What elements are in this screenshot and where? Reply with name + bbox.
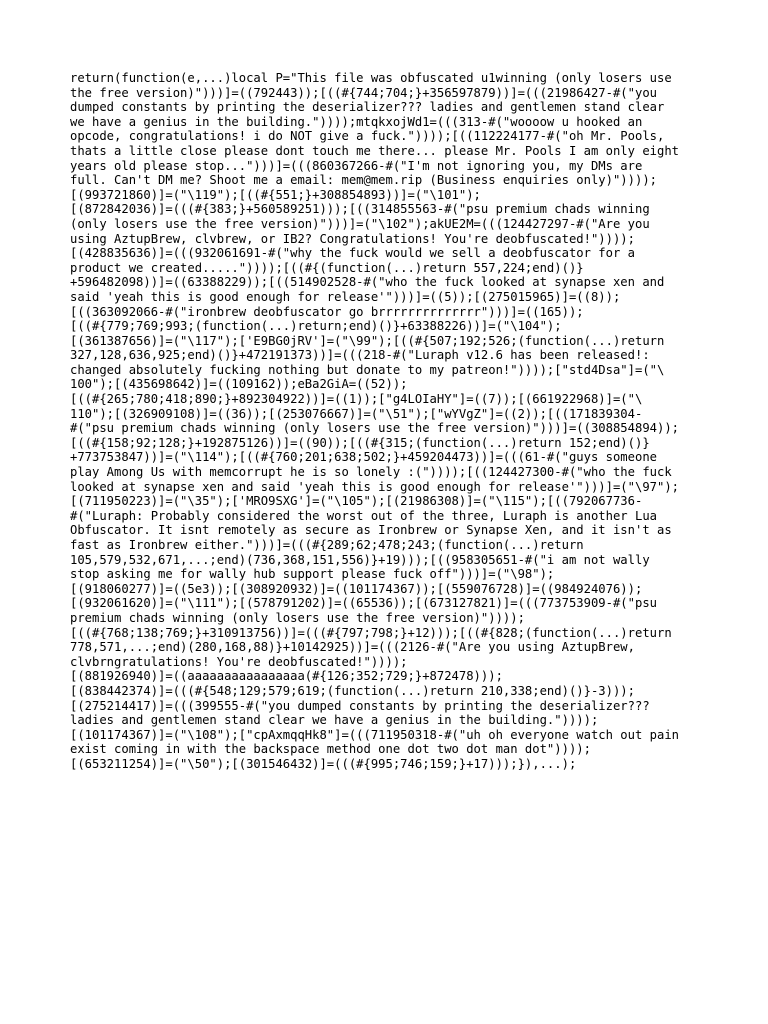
code-line: [(428835636)]=(((932061691-#("why the fuck would we sell a deobfuscator for a [70,246,635,261]
code-line: opcode, congratulations! i do NOT give a fuck."))));[((112224177-#("oh Mr. Pools, [70,129,665,144]
code-line: stop asking me for wally hub support please fuck off")))]=("\98"); [70,567,555,582]
code-line: thats a little close please dont touch me there... please Mr. Pools I am only eight [70,143,680,158]
code-line: [(993721860)]=("\119");[((#{551;}+308854893))]=("\101"); [70,187,481,202]
code-line: exist coming in with the backspace method one dot two dot man dot")))); [70,742,591,757]
code-line: the free version)")))]=((792443));[((#{744;704;}+356597879))]=(((21986427-#("you [70,85,657,100]
code-line: [(711950223)]=("\35");['MRO9SXG']=("\105");[(21986308)]=("\115");[((792067736- [70,494,643,509]
code-line: using AztupBrew, clvbrew, or IB2? Congratulations! You're deobfuscated!")))); [70,231,635,246]
code-line: [((#{779;769;993;(function(...)return;end)()}+63388226))]=("\104"); [70,319,562,334]
code-line: we have a genius in the building."))));mtqkxojWd1=(((313-#("woooow u hooked an [70,114,643,129]
code-line: 327,128,636,925;end)()}+472191373))]=(((218-#("Luraph v12.6 has been released!: [70,348,650,363]
code-line: [((363092066-#("ironbrew deobfuscator go brrrrrrrrrrrrrr")))]=((165)); [70,304,584,319]
code-line: (only losers use the free version)")))]=("\102");akUE2M=(((124427297-#("Are you [70,216,650,231]
code-line: fast as Ironbrew either.")))]=(((#{289;62;478;243;(function(...)return [70,538,584,552]
code-line: 100");[(435698642)]=((109162));eBa2GiA=((52)); [70,377,408,392]
code-line: looked at synapse xen and said 'yeah this is good enough for release'")))]=("\97"); [70,479,680,494]
code-line: premium chads winning (only losers use the free version)")))); [70,610,525,625]
code-line: Obfuscator. It isnt remotely as secure as Ironbrew or Synapse Xen, and it isn't as [70,523,672,538]
code-line: 105,579,532,671,...;end)(736,368,151,556)}+19)));[((958305651-#("i am not wally [70,552,650,567]
code-line: [(101174367)]=("\108");["cpAxmqqHk8"]=(((711950318-#("uh oh everyone watch out pain [70,727,680,742]
code-line: +773753847))]=("\114");[((#{760;201;638;502;}+459204473))]=(((61-#("guys someone [70,450,657,465]
code-line: [(932061620)]=("\111");[(578791202)]=((65536));[(673127821)]=(((773753909-#("psu [70,596,657,611]
obfuscated-code-block [70,71,710,772]
code-line: #("psu premium chads winning (only losers use the free version)")))]=((308854894)); [70,421,680,436]
code-line: full. Can't DM me? Shoot me a email: mem@mem.rip (Business enquiries only)")))); [70,173,657,188]
code-line: #("Luraph: Probably considered the worst out of the three, Luraph is another Lua [70,508,657,523]
code-line: product we created....."))));[((#{(function(...)return 557,224;end)()} [70,260,584,275]
code-line: [(872842036)]=(((#{383;}+560589251)));[((314855563-#("psu premium chads winning [70,202,650,217]
code-line: [(918060277)]=((5e3));[(308920932)]=((101174367));[(559076728)]=((984924076)); [70,581,643,596]
code-line: dumped constants by printing the deserializer??? ladies and gentlemen stand clear [70,100,665,115]
code-line: 778,571,...;end)(280,168,88)}+10142925))]=(((2126-#("Are you using AztupBrew, [70,640,635,655]
code-line: [(881926940)]=((aaaaaaaaaaaaaaaa(#{126;352;729;}+872478))); [70,669,503,684]
code-line: play Among Us with memcorrupt he is so lonely :("))));[((124427300-#("who the fuck [70,465,672,480]
code-line: [(275214417)]=(((399555-#("you dumped constants by printing the deserializer??? [70,698,650,713]
code-line: [(361387656)]=("\117");['E9BG0jRV']=("\99");[((#{507;192;526;(function(...)return [70,333,665,348]
code-line: [((#{768;138;769;}+310913756))]=(((#{797;798;}+12)));[((#{828;(function(...)return [70,625,672,640]
code-line: +596482098))]=((63388229));[((514902528-#("who the fuck looked at synapse xen and [70,275,665,290]
code-line: clvbrngratulations! You're deobfuscated!")))); [70,654,408,669]
code-line: [(838442374)]=(((#{548;129;579;619;(function(...)return 210,338;end)()}-3))); [70,683,635,698]
code-line: return(function(e,...)local P="This file was obfuscated u1winning (only losers use [70,71,672,85]
code-line: [(653211254)]=("\50");[(301546432)]=(((#{995;746;159;}+17)));}),...); [70,756,577,771]
code-line: changed absolutely fucking nothing but donate to my patreon!"))));["std4Dsa"]=("\ [70,362,665,377]
code-line: 110");[(326909108)]=((36));[(253076667)]=("\51");["wYVgZ"]=((2));[((171839304- [70,406,643,421]
code-line: [((#{265;780;418;890;}+892304922))]=((1));["g4LOIaHY"]=((7));[(661922968)]=("\ [70,392,643,407]
code-line: ladies and gentlemen stand clear we have a genius in the building.")))); [70,713,599,728]
code-line: years old please stop...")))]=(((860367266-#("I'm not ignoring you, my DMs are [70,158,643,173]
code-line: said 'yeah this is good enough for release'")))]=((5));[(275015965)]=((8)); [70,289,621,304]
code-line: [((#{158;92;128;}+192875126))]=((90));[((#{315;(function(...)return 152;end)()} [70,435,650,450]
